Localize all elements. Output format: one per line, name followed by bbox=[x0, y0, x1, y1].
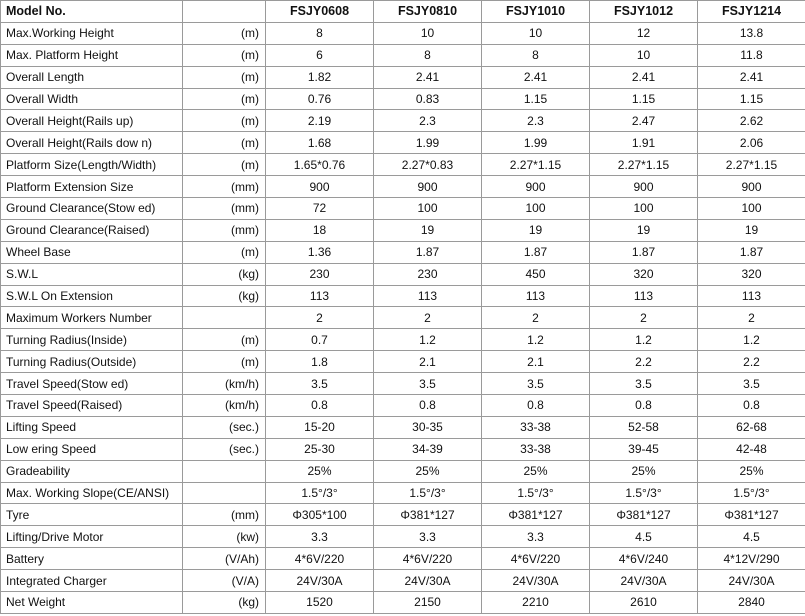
param-label: Max. Platform Height bbox=[1, 44, 183, 66]
header-unit bbox=[183, 1, 266, 23]
unit-label: (m) bbox=[183, 241, 266, 263]
value-cell: 1.65*0.76 bbox=[266, 154, 374, 176]
value-cell: 2.06 bbox=[698, 132, 805, 154]
value-cell: 10 bbox=[590, 44, 698, 66]
value-cell: 39-45 bbox=[590, 438, 698, 460]
table-row bbox=[1, 526, 805, 548]
param-label: Overall Height(Rails dow n) bbox=[1, 132, 183, 154]
value-cell: 4*12V/290 bbox=[698, 548, 805, 570]
value-cell: 113 bbox=[266, 285, 374, 307]
value-cell: 8 bbox=[266, 22, 374, 44]
value-cell: 2.41 bbox=[482, 66, 590, 88]
value-cell: 0.8 bbox=[590, 395, 698, 417]
table-row bbox=[1, 482, 805, 504]
value-cell: 25% bbox=[374, 460, 482, 482]
header-label: Model No. bbox=[1, 1, 183, 23]
value-cell: 52-58 bbox=[590, 416, 698, 438]
table-row bbox=[1, 416, 805, 438]
value-cell: 2.41 bbox=[374, 66, 482, 88]
param-label: Battery bbox=[1, 548, 183, 570]
value-cell: 4.5 bbox=[590, 526, 698, 548]
param-label: Low ering Speed bbox=[1, 438, 183, 460]
value-cell: 1.2 bbox=[482, 329, 590, 351]
value-cell: 0.8 bbox=[374, 395, 482, 417]
value-cell: 34-39 bbox=[374, 438, 482, 460]
value-cell: Φ381*127 bbox=[374, 504, 482, 526]
value-cell: 1.82 bbox=[266, 66, 374, 88]
value-cell: 30-35 bbox=[374, 416, 482, 438]
table-row bbox=[1, 395, 805, 417]
unit-label: (mm) bbox=[183, 219, 266, 241]
value-cell: 0.7 bbox=[266, 329, 374, 351]
value-cell: 4*6V/240 bbox=[590, 548, 698, 570]
value-cell: 2610 bbox=[590, 592, 698, 614]
table-row bbox=[1, 198, 805, 220]
param-label: Maximum Workers Number bbox=[1, 307, 183, 329]
param-label: Platform Extension Size bbox=[1, 176, 183, 198]
value-cell: 1.5°/3° bbox=[698, 482, 805, 504]
value-cell: 100 bbox=[590, 198, 698, 220]
model-header: FSJY0810 bbox=[374, 1, 482, 23]
value-cell: 19 bbox=[482, 219, 590, 241]
value-cell: 3.5 bbox=[374, 373, 482, 395]
value-cell: 320 bbox=[590, 263, 698, 285]
value-cell: 42-48 bbox=[698, 438, 805, 460]
value-cell: 1.99 bbox=[374, 132, 482, 154]
value-cell: 1.87 bbox=[590, 241, 698, 263]
value-cell: 3.3 bbox=[266, 526, 374, 548]
value-cell: 0.83 bbox=[374, 88, 482, 110]
value-cell: 15-20 bbox=[266, 416, 374, 438]
value-cell: 2 bbox=[482, 307, 590, 329]
param-label: Wheel Base bbox=[1, 241, 183, 263]
value-cell: 19 bbox=[374, 219, 482, 241]
unit-label: (km/h) bbox=[183, 395, 266, 417]
value-cell: 1.87 bbox=[374, 241, 482, 263]
value-cell: 0.8 bbox=[482, 395, 590, 417]
unit-label: (V/Ah) bbox=[183, 548, 266, 570]
value-cell: 100 bbox=[374, 198, 482, 220]
value-cell: 900 bbox=[266, 176, 374, 198]
value-cell: 230 bbox=[374, 263, 482, 285]
value-cell: 2 bbox=[374, 307, 482, 329]
table-row bbox=[1, 44, 805, 66]
value-cell: 2.41 bbox=[590, 66, 698, 88]
value-cell: 450 bbox=[482, 263, 590, 285]
value-cell: 900 bbox=[482, 176, 590, 198]
table-row bbox=[1, 241, 805, 263]
value-cell: 2.1 bbox=[482, 351, 590, 373]
value-cell: 25% bbox=[698, 460, 805, 482]
value-cell: 33-38 bbox=[482, 416, 590, 438]
value-cell: 3.5 bbox=[266, 373, 374, 395]
value-cell: 2.2 bbox=[590, 351, 698, 373]
table-row bbox=[1, 22, 805, 44]
table-row bbox=[1, 504, 805, 526]
value-cell: 24V/30A bbox=[374, 570, 482, 592]
value-cell: 3.3 bbox=[482, 526, 590, 548]
value-cell: 4.5 bbox=[698, 526, 805, 548]
table-row bbox=[1, 263, 805, 285]
value-cell: 1.36 bbox=[266, 241, 374, 263]
table-row bbox=[1, 110, 805, 132]
param-label: Lifting/Drive Motor bbox=[1, 526, 183, 548]
param-label: Tyre bbox=[1, 504, 183, 526]
param-label: Ground Clearance(Stow ed) bbox=[1, 198, 183, 220]
table-row bbox=[1, 592, 805, 614]
value-cell: 25% bbox=[266, 460, 374, 482]
value-cell: 24V/30A bbox=[482, 570, 590, 592]
header-row bbox=[1, 1, 805, 23]
param-label: Overall Width bbox=[1, 88, 183, 110]
value-cell: 2.1 bbox=[374, 351, 482, 373]
table-row bbox=[1, 438, 805, 460]
unit-label: (kg) bbox=[183, 263, 266, 285]
value-cell: 62-68 bbox=[698, 416, 805, 438]
value-cell: 2210 bbox=[482, 592, 590, 614]
param-label: Overall Height(Rails up) bbox=[1, 110, 183, 132]
value-cell: 320 bbox=[698, 263, 805, 285]
value-cell: 8 bbox=[482, 44, 590, 66]
value-cell: 2 bbox=[590, 307, 698, 329]
value-cell: 113 bbox=[590, 285, 698, 307]
value-cell: 1.68 bbox=[266, 132, 374, 154]
param-label: Turning Radius(Outside) bbox=[1, 351, 183, 373]
value-cell: 1.2 bbox=[374, 329, 482, 351]
value-cell: 900 bbox=[590, 176, 698, 198]
value-cell: 25% bbox=[482, 460, 590, 482]
value-cell: 1.15 bbox=[698, 88, 805, 110]
table-row bbox=[1, 570, 805, 592]
value-cell: 4*6V/220 bbox=[266, 548, 374, 570]
value-cell: 100 bbox=[482, 198, 590, 220]
model-header: FSJY1214 bbox=[698, 1, 805, 23]
table-row bbox=[1, 548, 805, 570]
unit-label: (kw) bbox=[183, 526, 266, 548]
table-row bbox=[1, 66, 805, 88]
unit-label: (V/A) bbox=[183, 570, 266, 592]
value-cell: 0.8 bbox=[698, 395, 805, 417]
param-label: Travel Speed(Stow ed) bbox=[1, 373, 183, 395]
model-header: FSJY1012 bbox=[590, 1, 698, 23]
value-cell: Φ381*127 bbox=[482, 504, 590, 526]
model-header: FSJY1010 bbox=[482, 1, 590, 23]
unit-label bbox=[183, 482, 266, 504]
value-cell: 19 bbox=[590, 219, 698, 241]
value-cell: 4*6V/220 bbox=[374, 548, 482, 570]
unit-label: (m) bbox=[183, 132, 266, 154]
unit-label: (m) bbox=[183, 110, 266, 132]
value-cell: 10 bbox=[482, 22, 590, 44]
value-cell: 1.5°/3° bbox=[266, 482, 374, 504]
table-row bbox=[1, 132, 805, 154]
param-label: Overall Length bbox=[1, 66, 183, 88]
value-cell: 24V/30A bbox=[698, 570, 805, 592]
param-label: Max. Working Slope(CE/ANSI) bbox=[1, 482, 183, 504]
unit-label: (m) bbox=[183, 329, 266, 351]
value-cell: 113 bbox=[374, 285, 482, 307]
table-row bbox=[1, 154, 805, 176]
table-row bbox=[1, 176, 805, 198]
model-header: FSJY0608 bbox=[266, 1, 374, 23]
value-cell: 1.87 bbox=[698, 241, 805, 263]
value-cell: 1520 bbox=[266, 592, 374, 614]
value-cell: 12 bbox=[590, 22, 698, 44]
value-cell: 230 bbox=[266, 263, 374, 285]
table-row bbox=[1, 329, 805, 351]
param-label: Gradeability bbox=[1, 460, 183, 482]
spec-table-body bbox=[1, 1, 805, 614]
value-cell: Φ381*127 bbox=[590, 504, 698, 526]
unit-label: (kg) bbox=[183, 592, 266, 614]
value-cell: 18 bbox=[266, 219, 374, 241]
value-cell: 2.47 bbox=[590, 110, 698, 132]
param-label: Lifting Speed bbox=[1, 416, 183, 438]
value-cell: 1.99 bbox=[482, 132, 590, 154]
unit-label: (mm) bbox=[183, 176, 266, 198]
value-cell: 19 bbox=[698, 219, 805, 241]
value-cell: 113 bbox=[698, 285, 805, 307]
param-label: Platform Size(Length/Width) bbox=[1, 154, 183, 176]
value-cell: 1.87 bbox=[482, 241, 590, 263]
unit-label: (m) bbox=[183, 154, 266, 176]
value-cell: 2150 bbox=[374, 592, 482, 614]
value-cell: 2.27*0.83 bbox=[374, 154, 482, 176]
value-cell: 900 bbox=[698, 176, 805, 198]
unit-label bbox=[183, 307, 266, 329]
value-cell: 1.5°/3° bbox=[590, 482, 698, 504]
table-row bbox=[1, 307, 805, 329]
unit-label: (m) bbox=[183, 351, 266, 373]
param-label: S.W.L On Extension bbox=[1, 285, 183, 307]
value-cell: 0.8 bbox=[266, 395, 374, 417]
unit-label: (mm) bbox=[183, 504, 266, 526]
table-row bbox=[1, 285, 805, 307]
value-cell: 100 bbox=[698, 198, 805, 220]
value-cell: 2840 bbox=[698, 592, 805, 614]
value-cell: 11.8 bbox=[698, 44, 805, 66]
table-row bbox=[1, 460, 805, 482]
unit-label: (m) bbox=[183, 44, 266, 66]
value-cell: 3.5 bbox=[590, 373, 698, 395]
value-cell: 1.15 bbox=[590, 88, 698, 110]
value-cell: 1.2 bbox=[698, 329, 805, 351]
param-label: Ground Clearance(Raised) bbox=[1, 219, 183, 241]
value-cell: Φ381*127 bbox=[698, 504, 805, 526]
value-cell: 6 bbox=[266, 44, 374, 66]
value-cell: 2.27*1.15 bbox=[698, 154, 805, 176]
unit-label: (m) bbox=[183, 88, 266, 110]
value-cell: 13.8 bbox=[698, 22, 805, 44]
value-cell: 3.5 bbox=[698, 373, 805, 395]
param-label: Integrated Charger bbox=[1, 570, 183, 592]
value-cell: Φ305*100 bbox=[266, 504, 374, 526]
value-cell: 24V/30A bbox=[266, 570, 374, 592]
value-cell: 10 bbox=[374, 22, 482, 44]
unit-label: (mm) bbox=[183, 198, 266, 220]
param-label: Net Weight bbox=[1, 592, 183, 614]
unit-label: (kg) bbox=[183, 285, 266, 307]
value-cell: 2.27*1.15 bbox=[482, 154, 590, 176]
value-cell: 1.15 bbox=[482, 88, 590, 110]
value-cell: 33-38 bbox=[482, 438, 590, 460]
value-cell: 900 bbox=[374, 176, 482, 198]
value-cell: 1.2 bbox=[590, 329, 698, 351]
table-row bbox=[1, 219, 805, 241]
unit-label: (sec.) bbox=[183, 438, 266, 460]
value-cell: 113 bbox=[482, 285, 590, 307]
value-cell: 2.62 bbox=[698, 110, 805, 132]
value-cell: 1.91 bbox=[590, 132, 698, 154]
value-cell: 1.5°/3° bbox=[374, 482, 482, 504]
table-row bbox=[1, 351, 805, 373]
value-cell: 2.2 bbox=[698, 351, 805, 373]
unit-label: (m) bbox=[183, 22, 266, 44]
value-cell: 72 bbox=[266, 198, 374, 220]
value-cell: 24V/30A bbox=[590, 570, 698, 592]
value-cell: 2.19 bbox=[266, 110, 374, 132]
value-cell: 8 bbox=[374, 44, 482, 66]
param-label: Max.Working Height bbox=[1, 22, 183, 44]
unit-label: (km/h) bbox=[183, 373, 266, 395]
value-cell: 0.76 bbox=[266, 88, 374, 110]
value-cell: 1.8 bbox=[266, 351, 374, 373]
value-cell: 2.27*1.15 bbox=[590, 154, 698, 176]
value-cell: 2.41 bbox=[698, 66, 805, 88]
value-cell: 2.3 bbox=[374, 110, 482, 132]
value-cell: 1.5°/3° bbox=[482, 482, 590, 504]
unit-label: (m) bbox=[183, 66, 266, 88]
value-cell: 25% bbox=[590, 460, 698, 482]
param-label: Turning Radius(Inside) bbox=[1, 329, 183, 351]
value-cell: 3.5 bbox=[482, 373, 590, 395]
param-label: S.W.L bbox=[1, 263, 183, 285]
unit-label bbox=[183, 460, 266, 482]
value-cell: 3.3 bbox=[374, 526, 482, 548]
value-cell: 25-30 bbox=[266, 438, 374, 460]
table-row bbox=[1, 88, 805, 110]
value-cell: 2 bbox=[266, 307, 374, 329]
value-cell: 4*6V/220 bbox=[482, 548, 590, 570]
table-row bbox=[1, 373, 805, 395]
value-cell: 2.3 bbox=[482, 110, 590, 132]
param-label: Travel Speed(Raised) bbox=[1, 395, 183, 417]
unit-label: (sec.) bbox=[183, 416, 266, 438]
value-cell: 2 bbox=[698, 307, 805, 329]
